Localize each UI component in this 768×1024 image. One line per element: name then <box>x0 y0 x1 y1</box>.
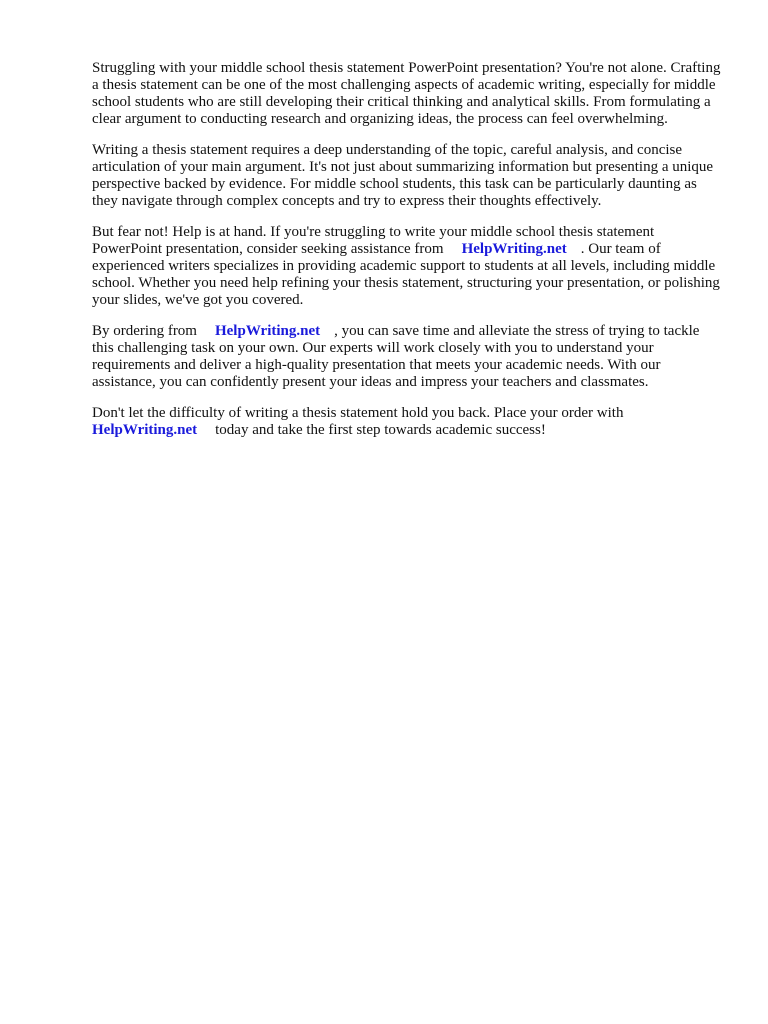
paragraph-call-to-action <box>92 405 722 439</box>
paragraph-thesis-requirements <box>92 142 722 210</box>
paragraph-text: , you can save time and alleviate the stress of trying to tackle this challenging task on your own. Our experts will work closely with you to understand your requirements and deliver a high-quality presentation that meets your academic needs. With our assistance, you can confidently present your ideas and impress your teachers and classmates. <box>92 323 700 390</box>
helpwriting-link[interactable]: HelpWriting.net <box>461 241 567 257</box>
paragraph-intro <box>92 60 722 128</box>
paragraph-text: But fear not! Help is at hand. If you're struggling to write your middle school thesis statement PowerPoint presentation, consider seeking assistance from <box>92 224 655 257</box>
document-body <box>92 60 722 453</box>
paragraph-text: Don't let the difficulty of writing a thesis statement hold you back. Place your order with <box>92 405 624 421</box>
paragraph-help-offer <box>92 224 722 309</box>
paragraph-text: today and take the first step towards academic success! <box>215 422 546 438</box>
paragraph-ordering <box>92 323 722 391</box>
helpwriting-link[interactable]: HelpWriting.net <box>92 422 198 438</box>
paragraph-text: . Our team of experienced writers specializes in providing academic support to students at all levels, including middle school. Whether you need help refining your thesis statement, structuring your presentation, or polishing your slides, we've got you covered. <box>92 241 720 308</box>
paragraph-text: By ordering from <box>92 323 197 339</box>
paragraph-text: Struggling with your middle school thesis statement PowerPoint presentation? You're not alone. Crafting a thesis statement can be one of the most challenging aspects of academic writing, especially for middle school students who are still developing their critical thinking and analytical skills. From formulating a clear argument to conducting research and organizing ideas, the process can feel overwhelming. <box>92 60 721 127</box>
helpwriting-link[interactable]: HelpWriting.net <box>214 323 321 339</box>
paragraph-text: Writing a thesis statement requires a deep understanding of the topic, careful analysis, and concise articulation of your main argument. It's not just about summarizing information but presenting a unique perspective backed by evidence. For middle school students, this task can be particularly daunting as they navigate through complex concepts and try to express their thoughts effectively. <box>92 142 714 209</box>
